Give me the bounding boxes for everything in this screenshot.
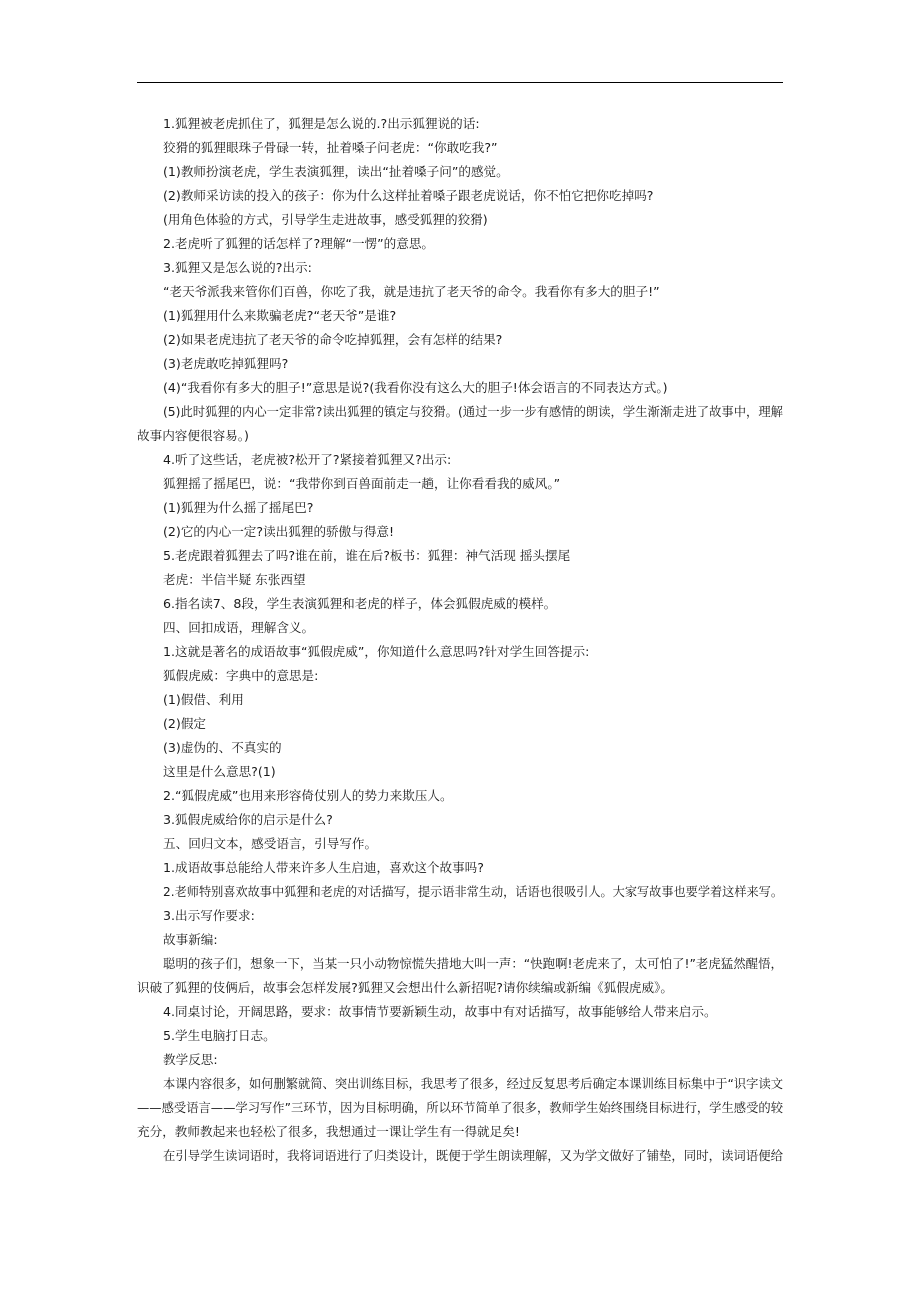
text-line: 3.狐狸又是怎么说的?出示: [163, 260, 312, 275]
text-line: 识破了狐狸的伎俩后，故事会怎样发展?狐狸又会想出什么新招呢?请你续编或新编《狐假虎威》。 [137, 980, 674, 995]
text-line: 故事新编: [163, 932, 218, 947]
text-line: “老天爷派我来管你们百兽，你吃了我，就是违抗了老天爷的命令。我看你有多大的胆子!” [163, 284, 660, 299]
text-line: 1.狐狸被老虎抓住了，狐狸是怎么说的.?出示狐狸说的话: [163, 116, 480, 131]
text-line: 这里是什么意思?(1) [163, 764, 276, 779]
text-line: (1)假借、利用 [163, 692, 244, 707]
text-line: (1)狐狸为什么摇了摇尾巴? [163, 500, 314, 515]
text-line: 狐狸摇了摇尾巴，说：“我带你到百兽面前走一趟，让你看看我的威风。” [163, 476, 561, 491]
text-line: 在引导学生读词语时，我将词语进行了归类设计，既便于学生朗读理解，又为学文做好了铺垫，同时，读词语便给 [163, 1148, 783, 1163]
text-line: 3.狐假虎威给你的启示是什么? [163, 812, 333, 827]
text-line: 2.老师特别喜欢故事中狐狸和老虎的对话描写，提示语非常生动，话语也很吸引人。大家写故事也要学着这样来写。 [163, 884, 783, 899]
text-line: (2)假定 [163, 716, 207, 731]
text-line: 5.学生电脑打日志。 [163, 1028, 276, 1043]
text-line: (5)此时狐狸的内心一定非常?读出狐狸的镇定与狡猾。(通过一步一步有感情的朗读，学生渐渐走进了故事中，理解 [163, 404, 783, 419]
text-line: (2)它的内心一定?读出狐狸的骄傲与得意! [163, 524, 395, 539]
text-line: (2)如果老虎违抗了老天爷的命令吃掉狐狸，会有怎样的结果? [163, 332, 503, 347]
text-line: 4.同桌讨论，开阔思路，要求：故事情节要新颖生动，故事中有对话描写，故事能够给人带来启示。 [163, 1004, 717, 1019]
text-line: 教学反思: [163, 1052, 218, 1067]
text-line: 1.这就是著名的成语故事“狐假虎威”，你知道什么意思吗?针对学生回答提示: [163, 644, 590, 659]
text-line: (1)狐狸用什么来欺骗老虎?“老天爷”是谁? [163, 308, 397, 323]
text-line: (4)“我看你有多大的胆子!”意思是说?(我看你没有这么大的胆子!体会语言的不同表达方式。) [163, 380, 668, 395]
text-line: 6.指名读7、8段，学生表演狐狸和老虎的样子，体会狐假虎威的模样。 [163, 596, 557, 611]
text-line: (用角色体验的方式，引导学生走进故事，感受狐狸的狡猾) [163, 212, 488, 227]
text-line: ——感受语言——学习写作”三环节，因为目标明确，所以环节简单了很多，教师学生始终围绕目标进行，学生感受的较 [137, 1100, 783, 1115]
text-line: 1.成语故事总能给人带来许多人生启迪，喜欢这个故事吗? [163, 860, 484, 875]
text-line: 五、回归文本，感受语言，引导写作。 [163, 836, 378, 851]
text-line: 老虎：半信半疑 东张西望 [163, 572, 306, 587]
text-line: 四、回扣成语，理解含义。 [163, 620, 315, 635]
text-line: (1)教师扮演老虎，学生表演狐狸，读出“扯着嗓子问”的感觉。 [163, 164, 509, 179]
text-line: 2.老虎听了狐狸的话怎样了?理解“一愣”的意思。 [163, 236, 435, 251]
text-line: 5.老虎跟着狐狸去了吗?谁在前，谁在后?板书：狐狸：神气活现 摇头摆尾 [163, 548, 571, 563]
text-line: (3)虚伪的、不真实的 [163, 740, 282, 755]
text-line: 狐假虎威：字典中的意思是: [163, 668, 319, 683]
text-line: 狡猾的狐狸眼珠子骨碌一转，扯着嗓子问老虎：“你敢吃我?” [163, 140, 498, 155]
text-line: 3.出示写作要求: [163, 908, 255, 923]
text-line: (3)老虎敢吃掉狐狸吗? [163, 356, 289, 371]
text-line: 充分，教师教起来也轻松了很多，我想通过一课让学生有一得就足矣! [137, 1124, 520, 1139]
document-body [137, 112, 783, 1168]
text-line: 聪明的孩子们，想象一下，当某一只小动物惊慌失措地大叫一声：“快跑啊!老虎来了，太可怕了!”老虎猛然醒悟， [163, 956, 783, 971]
text-line: 2.“狐假虎威”也用来形容倚仗别人的势力来欺压人。 [163, 788, 453, 803]
text-line: 4.听了这些话，老虎被?松开了?紧接着狐狸又?出示: [163, 452, 452, 467]
header-rule [137, 82, 783, 83]
text-line: 故事内容便很容易。) [137, 428, 249, 443]
text-line: (2)教师采访读的投入的孩子：你为什么这样扯着嗓子跟老虎说话，你不怕它把你吃掉吗? [163, 188, 654, 203]
text-line: 本课内容很多，如何删繁就简、突出训练目标，我思考了很多，经过反复思考后确定本课训练目标集中于“识字读文 [163, 1076, 783, 1091]
